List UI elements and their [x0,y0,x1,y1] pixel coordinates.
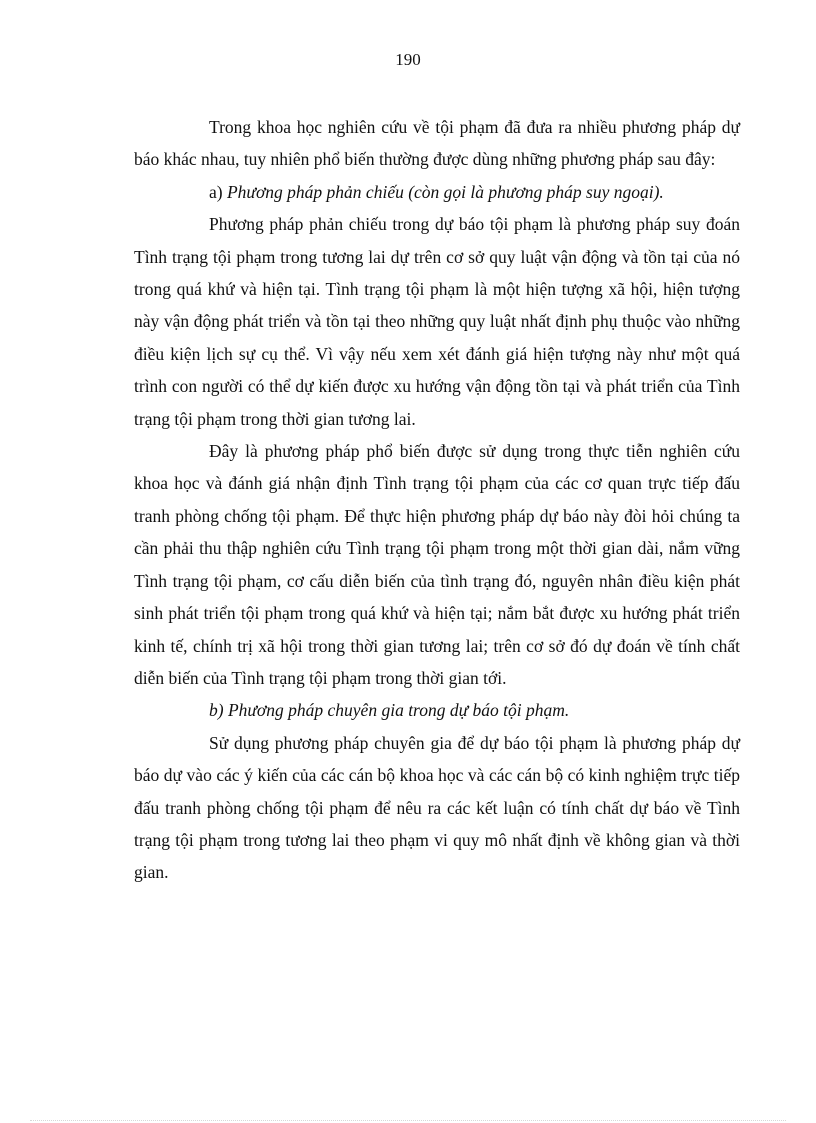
document-body [134,111,740,889]
intro-paragraph: Trong khoa học nghiên cứu về tội phạm đã đưa ra nhiều phương pháp dự báo khác nhau, tuy nhiên phổ biến thường được dùng những phương pháp sau đây: [134,117,740,170]
section-a-paragraph-1: Phương pháp phản chiếu trong dự báo tội phạm là phương pháp suy đoán Tình trạng tội phạm trong tương lai dự trên cơ sở quy luật vận động và tồn tại của nó trong quá khứ và hiện tại. Tình trạng tội phạm là một hiện tượng xã hội, hiện tượng này vận động phát triển và tồn tại theo những quy luật nhất định phụ thuộc vào những điều kiện lịch sự cụ thể. Vì vậy nếu xem xét đánh giá hiện tượng này như một quá trình con người có thể dự kiến được xu hướng vận động tồn tại và phát triển của Tình trạng tội phạm trong thời gian tương lai. [134,214,740,429]
section-b-heading: b) Phương pháp chuyên gia trong dự báo tội phạm. [209,700,570,721]
section-a-label: a) [209,181,223,202]
page-number: 190 [395,50,421,69]
section-a-title: Phương pháp phản chiếu (còn gọi là phương pháp suy ngoại). [226,181,664,202]
section-a-heading [134,176,740,208]
section-a-paragraph-2: Đây là phương pháp phổ biến được sử dụng trong thực tiễn nghiên cứu khoa học và đánh giá nhận định Tình trạng tội phạm của các cơ quan trực tiếp đấu tranh phòng chống tội phạm. Để thực hiện phương pháp dự báo này đòi hỏi chúng ta cần phải thu thập nghiên cứu Tình trạng tội phạm trong một thời gian dài, nắm vững Tình trạng tội phạm, cơ cấu diễn biến của tình trạng đó, nguyên nhân điều kiện phát sinh phát triển tội phạm trong quá khứ và hiện tại; nắm bắt được xu hướng phát triển kinh tế, chính trị xã hội trong thời gian tương lai; trên cơ sở đó dự đoán về tính chất diễn biến của Tình trạng tội phạm trong thời gian tới. [134,441,740,688]
section-b-paragraph-1: Sử dụng phương pháp chuyên gia để dự báo tội phạm là phương pháp dự báo dự vào các ý kiến của các cán bộ khoa học và các cán bộ có kinh nghiệm trực tiếp đấu tranh phòng chống tội phạm để nêu ra các kết luận có tính chất dự báo về Tình trạng tội phạm trong tương lai theo phạm vi quy mô nhất định về không gian và thời gian. [134,732,740,883]
page-bottom-rule [30,1120,786,1121]
